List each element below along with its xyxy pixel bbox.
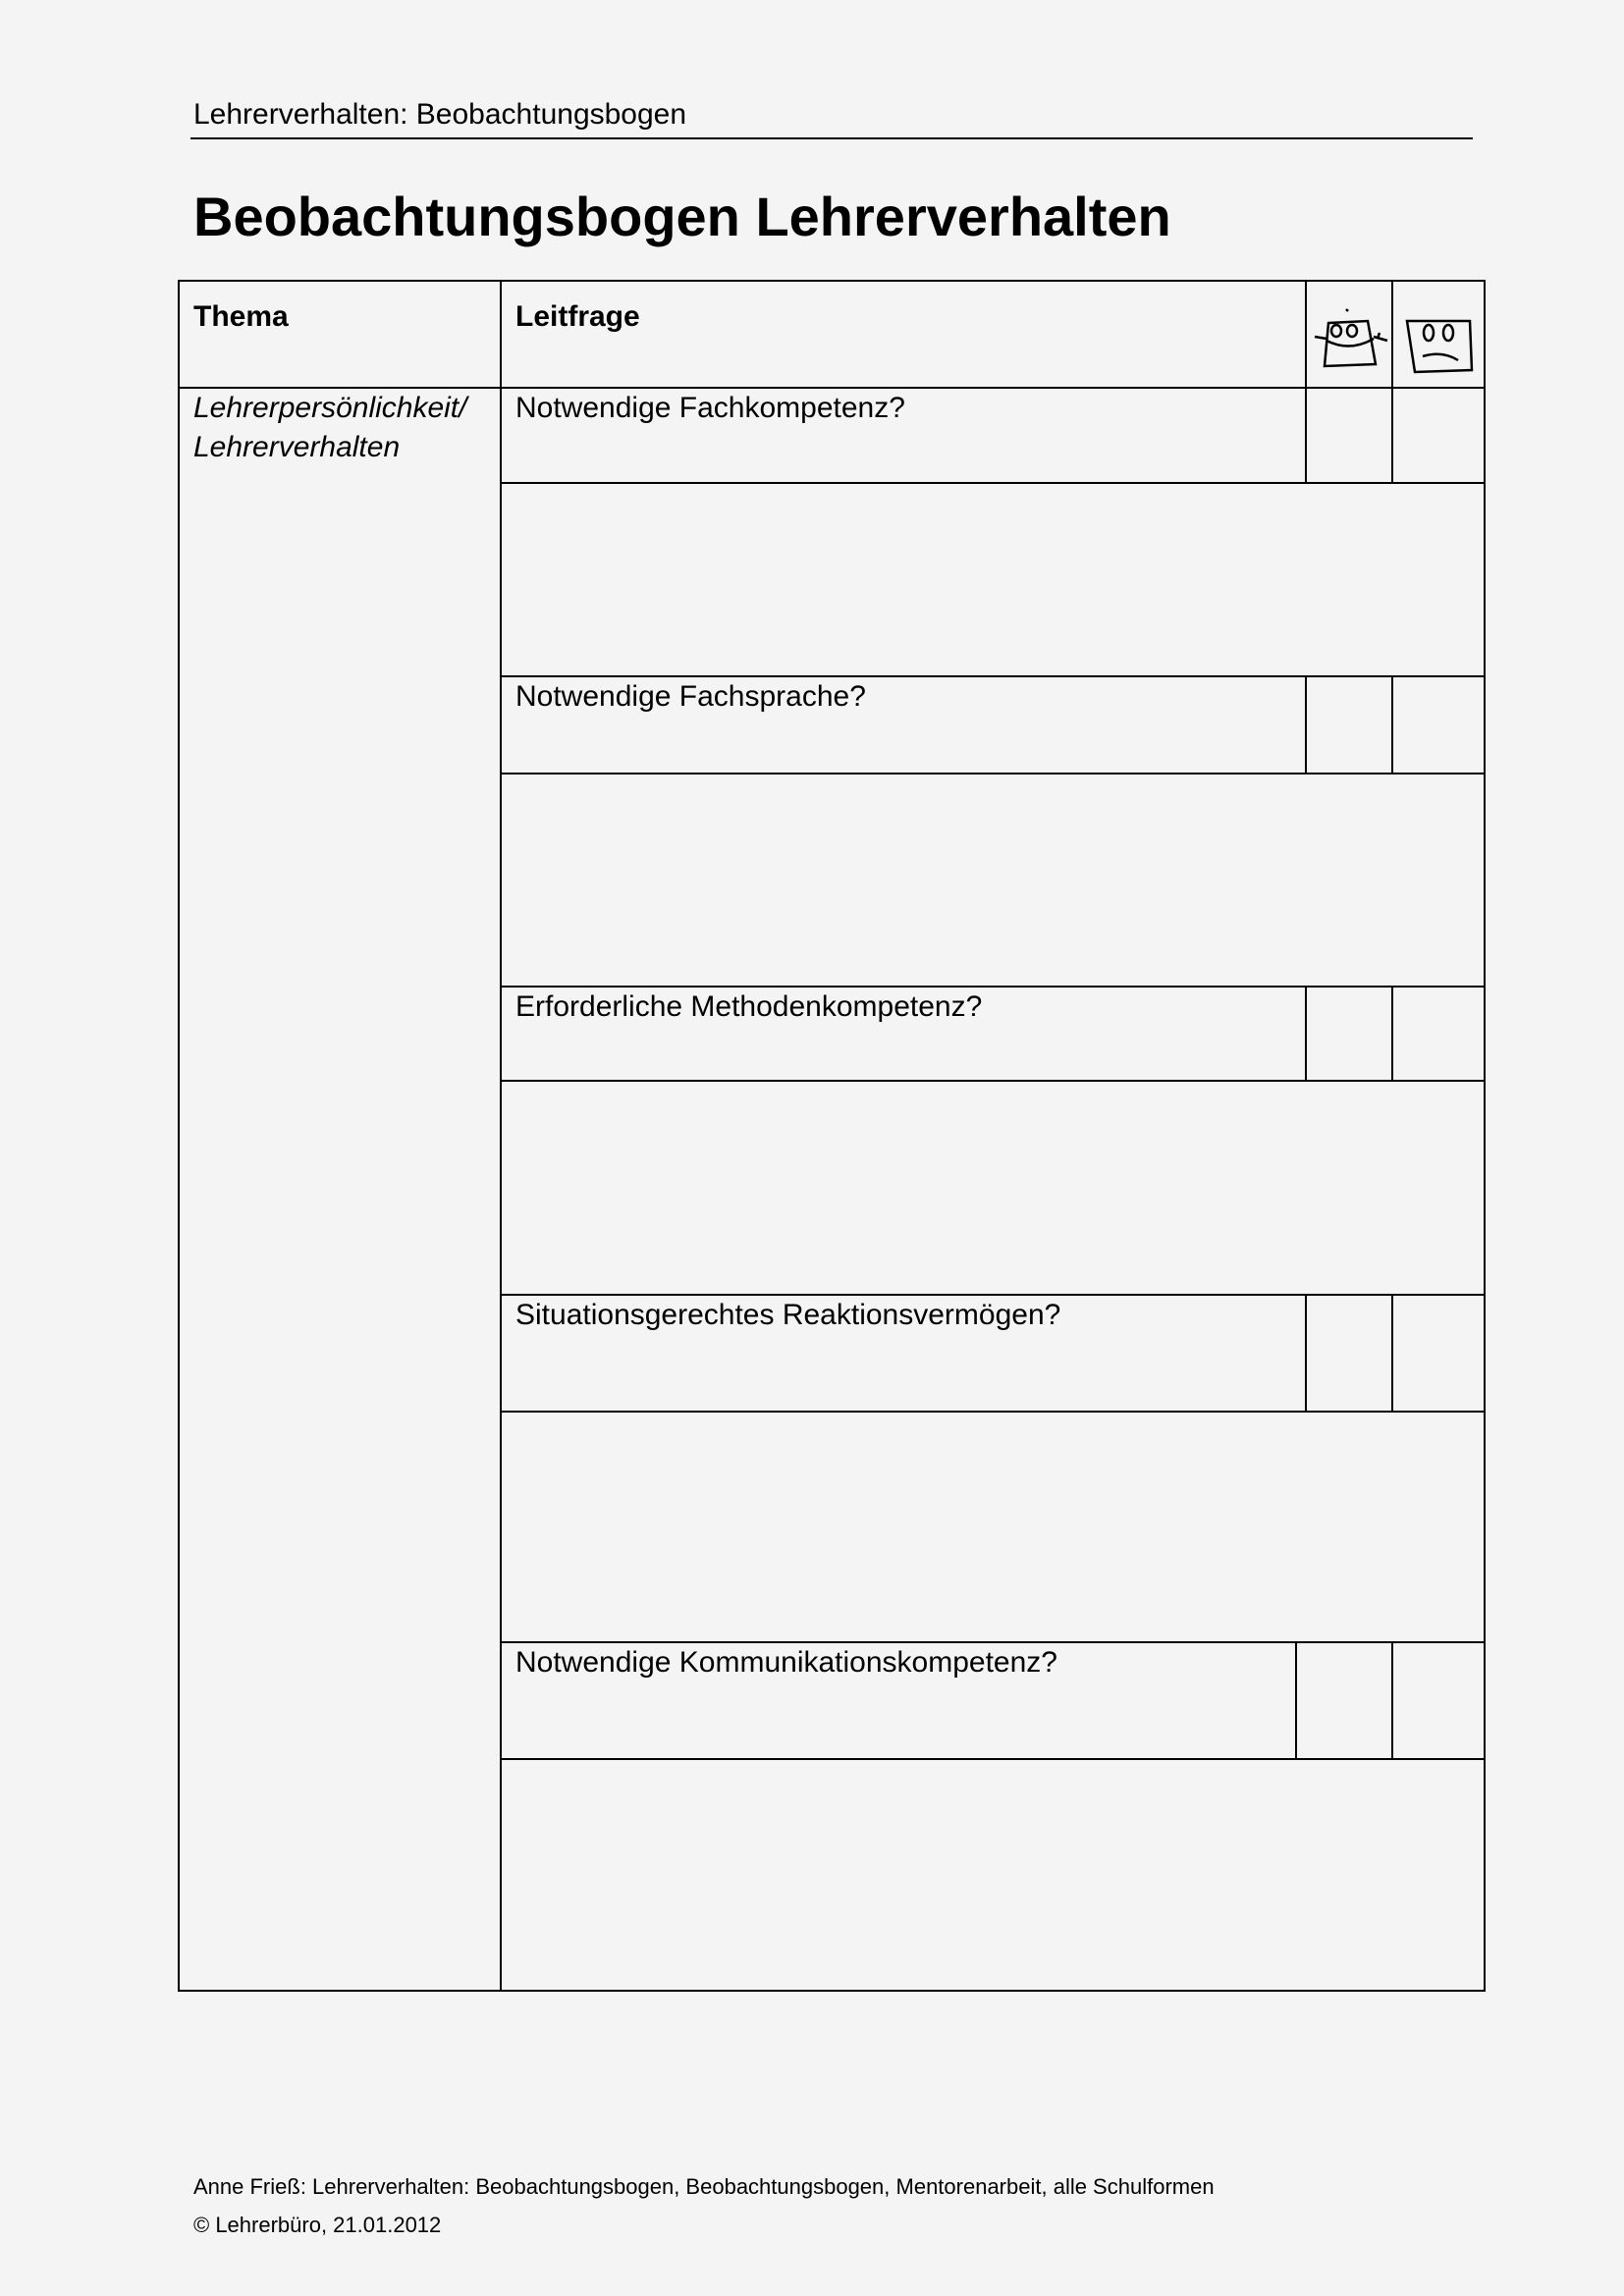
question-row	[500, 1641, 1297, 1760]
header-thema-label: Thema	[193, 300, 289, 333]
footer-source: Anne Frieß: Lehrerverhalten: Beobachtungsbogen, Beobachtungsbogen, Mentorenarbeit, alle Schulformen	[193, 2174, 1215, 2199]
question-label: Notwendige Kommunikationskompetenz?	[515, 1646, 1057, 1679]
negative-rating-cell[interactable]	[1391, 387, 1486, 484]
header-negative	[1391, 280, 1486, 389]
header-leitfrage-label: Leitfrage	[515, 300, 640, 333]
question-label: Situationsgerechtes Reaktionsvermögen?	[515, 1299, 1061, 1331]
footer-copyright: © Lehrerbüro, 21.01.2012	[193, 2213, 442, 2237]
thema-label: Lehrerpersönlichkeit/ Lehrerverhalten	[193, 392, 467, 463]
running-header: Lehrerverhalten: Beobachtungsbogen	[193, 98, 687, 131]
positive-rating-cell[interactable]	[1305, 675, 1393, 774]
question-row	[500, 1294, 1307, 1413]
header-positive	[1305, 280, 1393, 389]
notes-cell[interactable]	[500, 482, 1486, 677]
negative-rating-cell[interactable]	[1391, 675, 1486, 774]
question-label: Notwendige Fachsprache?	[515, 680, 866, 713]
notes-cell[interactable]	[500, 1758, 1486, 1992]
question-label: Notwendige Fachkompetenz?	[515, 392, 905, 424]
sad-face-icon	[1393, 282, 1488, 391]
question-row	[500, 986, 1307, 1082]
positive-rating-cell[interactable]	[1305, 387, 1393, 484]
notes-cell[interactable]	[500, 1080, 1486, 1296]
header-thema	[178, 280, 502, 389]
notes-cell[interactable]	[500, 773, 1486, 988]
thema-cell	[178, 387, 502, 1992]
happy-face-icon	[1307, 282, 1395, 391]
header-divider	[190, 137, 1473, 139]
negative-rating-cell[interactable]	[1391, 1641, 1486, 1760]
page-title: Beobachtungsbogen Lehrerverhalten	[193, 186, 1171, 247]
negative-rating-cell[interactable]	[1391, 986, 1486, 1082]
question-row	[500, 387, 1307, 484]
question-label: Erforderliche Methodenkompetenz?	[515, 990, 983, 1023]
negative-rating-cell[interactable]	[1391, 1294, 1486, 1413]
question-row	[500, 675, 1307, 774]
header-leitfrage	[500, 280, 1307, 389]
positive-rating-cell[interactable]	[1305, 986, 1393, 1082]
positive-rating-cell[interactable]	[1305, 1294, 1393, 1413]
notes-cell[interactable]	[500, 1411, 1486, 1643]
positive-rating-cell[interactable]	[1295, 1641, 1393, 1760]
